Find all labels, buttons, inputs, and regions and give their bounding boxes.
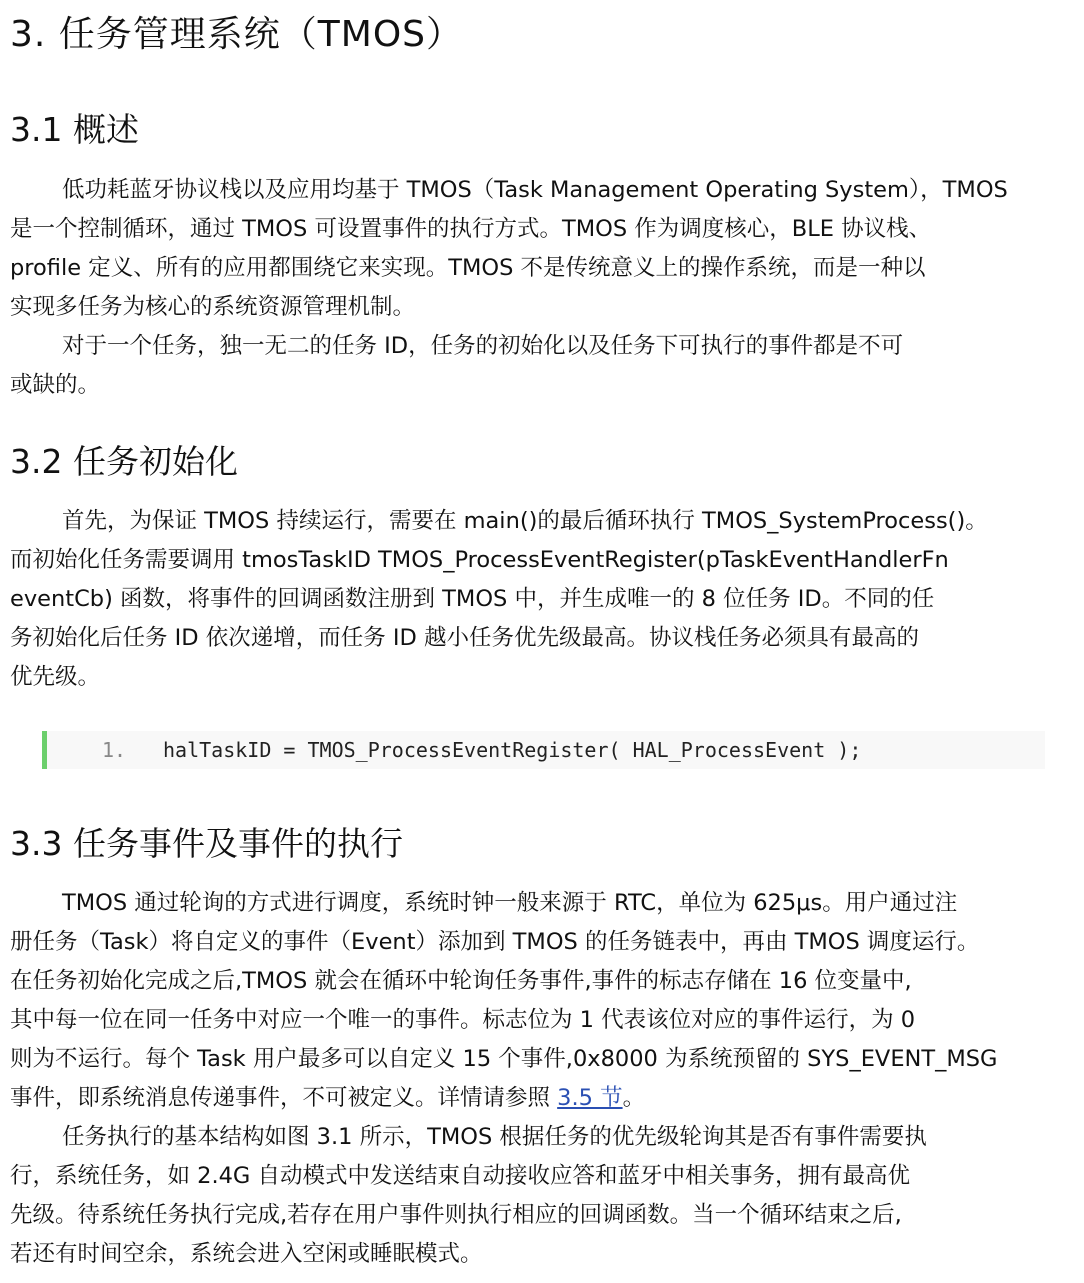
code-block bbox=[42, 731, 1045, 769]
text-line: 而初始化任务需要调用 tmosTaskID TMOS_ProcessEventRegister(pTaskEventHandlerFn bbox=[10, 547, 949, 573]
text-line: 任务执行的基本结构如图 3.1 所示，TMOS 根据任务的优先级轮询其是否有事件需要执 bbox=[62, 1124, 927, 1150]
text-line: 务初始化后任务 ID 依次递增，而任务 ID 越小任务优先级最高。协议栈任务必须具有最高的 bbox=[10, 625, 920, 651]
text-line: 低功耗蓝牙协议栈以及应用均基于 TMOS（Task Management Operating System），TMOS bbox=[62, 177, 1008, 203]
task-event-paragraph-2 bbox=[10, 1118, 1050, 1274]
text-line: 册任务（Task）将自定义的事件（Event）添加到 TMOS 的任务链表中，再由 TMOS 调度运行。 bbox=[10, 929, 980, 955]
text-line: 优先级。 bbox=[10, 664, 101, 690]
text-line: profile 定义、所有的应用都围绕它来实现。TMOS 不是传统意义上的操作系统，而是一种以 bbox=[10, 255, 926, 281]
text-fragment: 事件，即系统消息传递事件，不可被定义。详情请参照 bbox=[10, 1085, 558, 1111]
section-heading-3-2: 3.2 任务初始化 bbox=[10, 442, 238, 481]
text-line bbox=[10, 1079, 1050, 1118]
text-line: 或缺的。 bbox=[10, 372, 101, 398]
text-fragment: 。 bbox=[622, 1085, 646, 1111]
code-line: halTaskID = TMOS_ProcessEventRegister( HAL_ProcessEvent ); bbox=[163, 738, 862, 762]
text-line: 在任务初始化完成之后,TMOS 就会在循环中轮询任务事件,事件的标志存储在 16 位变量中, bbox=[10, 968, 912, 994]
chapter-title: 3. 任务管理系统（TMOS） bbox=[10, 14, 464, 55]
text-line: 实现多任务为核心的系统资源管理机制。 bbox=[10, 294, 416, 320]
text-line: 对于一个任务，独一无二的任务 ID，任务的初始化以及任务下可执行的事件都是不可 bbox=[62, 333, 904, 359]
section-heading-3-1: 3.1 概述 bbox=[10, 110, 139, 149]
text-line: 则为不运行。每个 Task 用户最多可以自定义 15 个事件,0x8000 为系统预留的 SYS_EVENT_MSG bbox=[10, 1046, 998, 1072]
text-line: 其中每一位在同一任务中对应一个唯一的事件。标志位为 1 代表该位对应的事件运行，为 0 bbox=[10, 1007, 916, 1033]
overview-paragraph-2 bbox=[10, 327, 1050, 405]
task-init-paragraph bbox=[10, 502, 1050, 697]
section-heading-3-3: 3.3 任务事件及事件的执行 bbox=[10, 824, 403, 863]
text-line: 先级。待系统任务执行完成,若存在用户事件则执行相应的回调函数。当一个循环结束之后, bbox=[10, 1202, 902, 1228]
overview-paragraph-1 bbox=[10, 171, 1050, 327]
text-line: eventCb) 函数，将事件的回调函数注册到 TMOS 中，并生成唯一的 8 位任务 ID。不同的任 bbox=[10, 586, 935, 612]
text-line: 若还有时间空余，系统会进入空闲或睡眠模式。 bbox=[10, 1241, 483, 1267]
code-line-number: 1. bbox=[102, 738, 127, 762]
text-line: 首先，为保证 TMOS 持续运行，需要在 main()的最后循环执行 TMOS_SystemProcess()。 bbox=[62, 508, 988, 534]
text-line: 行，系统任务，如 2.4G 自动模式中发送结束自动接收应答和蓝牙中相关事务，拥有最高优 bbox=[10, 1163, 911, 1189]
section-3-5-link[interactable]: 3.5 节 bbox=[557, 1085, 623, 1111]
task-event-paragraph-1 bbox=[10, 884, 1050, 1118]
text-line: TMOS 通过轮询的方式进行调度，系统时钟一般来源于 RTC，单位为 625μs。用户通过注 bbox=[62, 890, 958, 916]
text-line: 是一个控制循环，通过 TMOS 可设置事件的执行方式。TMOS 作为调度核心，BLE 协议栈、 bbox=[10, 216, 932, 242]
